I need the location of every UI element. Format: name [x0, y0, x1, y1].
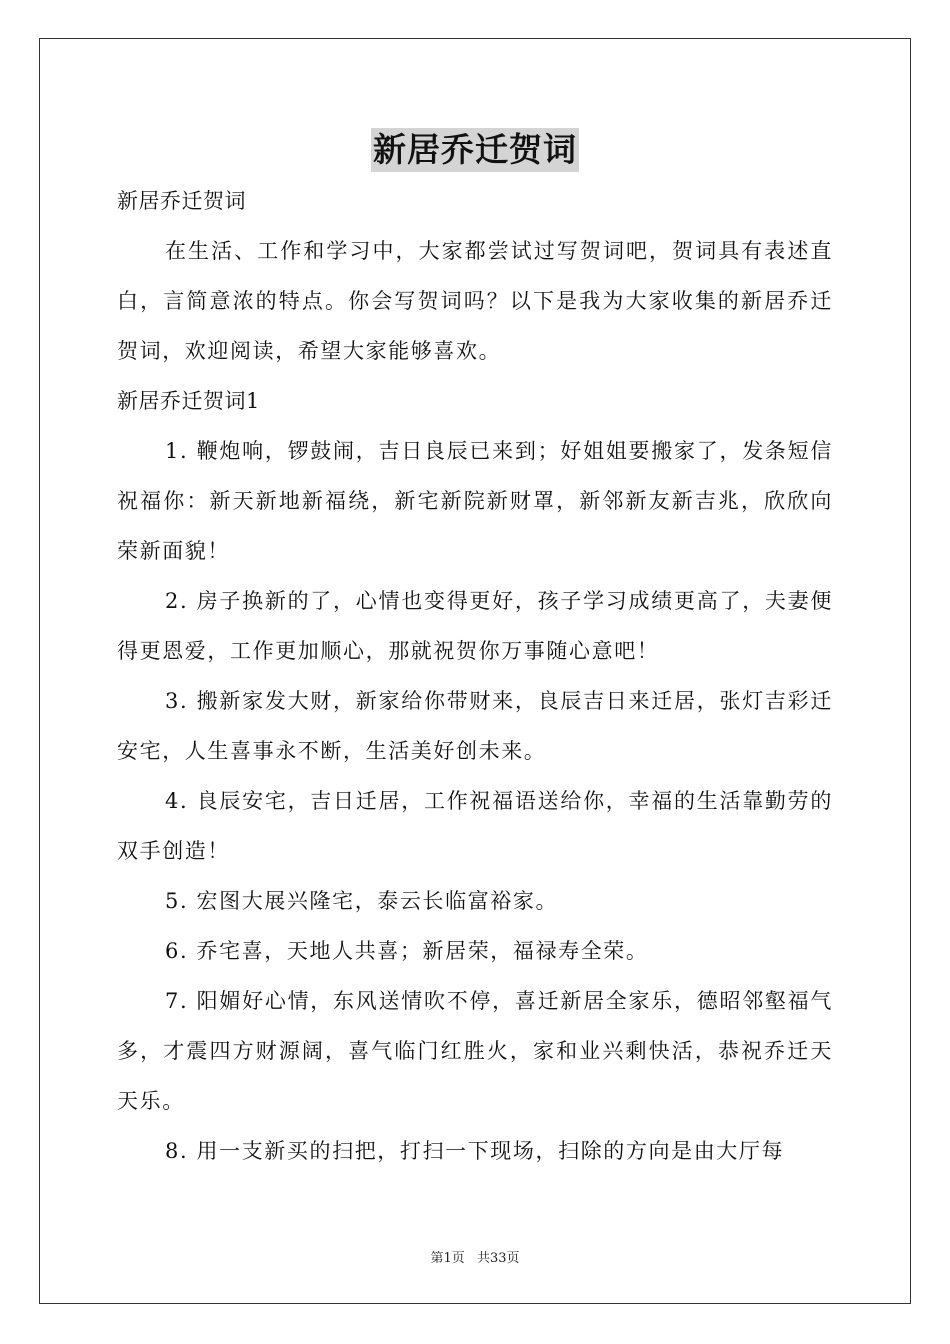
list-item: 4. 良辰安宅，吉日迁居，工作祝福语送给你，幸福的生活靠勤劳的双手创造！	[117, 789, 833, 863]
list-item: 2. 房子换新的了，心情也变得更好，孩子学习成绩更高了，夫妻便得更恩爱，工作更加顺心，那就祝贺你万事随心意吧！	[117, 589, 833, 663]
list-item: 8. 用一支新买的扫把，打扫一下现场，扫除的方向是由大厅每	[165, 1139, 785, 1163]
page-total: 共33页	[476, 1251, 520, 1266]
list-item: 1. 鞭炮响，锣鼓闹，吉日良辰已来到；好姐姐要搬家了，发条短信祝福你：新天新地新福绕，新宅新院新财罩，新邻新友新吉兆，欣欣向荣新面貌！	[117, 439, 833, 563]
subtitle: 新居乔迁贺词	[117, 189, 246, 213]
section-heading: 新居乔迁贺词1	[117, 389, 260, 413]
document-body	[117, 176, 833, 1176]
title-container	[0, 128, 950, 172]
list-item: 3. 搬新家发大财，新家给你带财来，良辰吉日来迁居，张灯吉彩迁安宅，人生喜事永不断，生活美好创未来。	[117, 689, 833, 763]
list-item: 6. 乔宅喜，天地人共喜；新居荣，福禄寿全荣。	[165, 939, 649, 963]
intro-paragraph: 在生活、工作和学习中，大家都尝试过写贺词吧，贺词具有表述直白，言简意浓的特点。你会写贺词吗？以下是我为大家收集的新居乔迁贺词，欢迎阅读，希望大家能够喜欢。	[117, 239, 833, 363]
page-number: 第1页	[430, 1251, 465, 1266]
list-item: 7. 阳媚好心情，东风送情吹不停，喜迁新居全家乐，德昭邻壑福气多，才震四方财源阔，喜气临门红胜火，家和业兴剩快活，恭祝乔迁天天乐。	[117, 989, 833, 1113]
list-item: 5. 宏图大展兴隆宅，泰云长临富裕家。	[165, 889, 559, 913]
page-footer	[0, 1247, 950, 1266]
document-title: 新居乔迁贺词	[371, 128, 579, 172]
